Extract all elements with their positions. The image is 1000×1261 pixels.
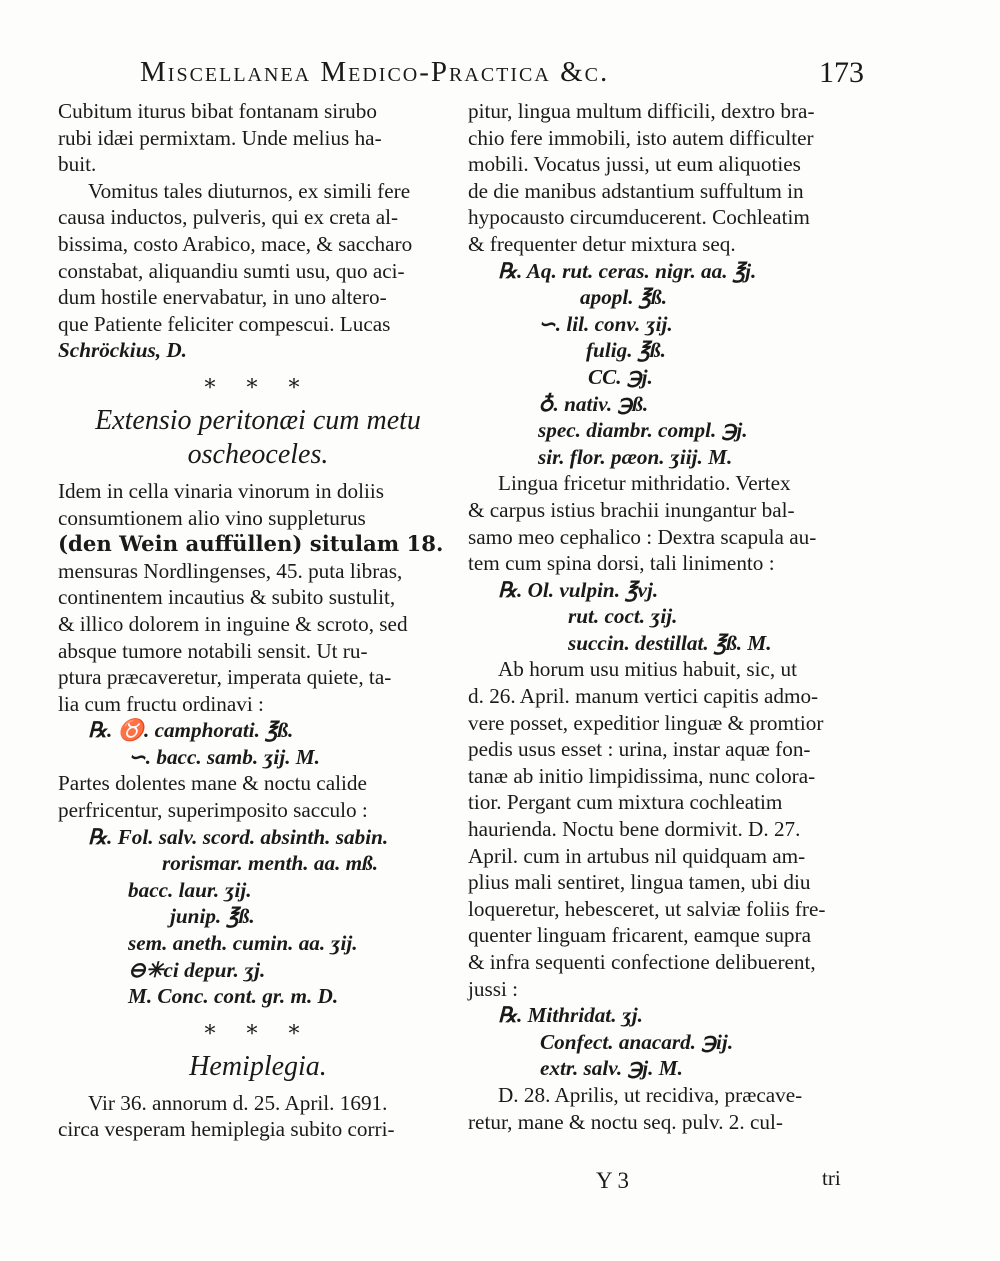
text-line: Cubitum iturus bibat fontanam sirubo [58,99,377,123]
text-line: Schröckius, D. [58,338,187,363]
running-title: Miscellanea Medico-Practica &c. [140,56,610,88]
text-line: Ab horum usu mitius habuit, sic, ut [498,657,797,682]
text-line: circa vesperam hemiplegia subito corri- [58,1117,395,1142]
text-line: samo meo cephalico : Dextra scapula au- [468,524,817,549]
text-line: consumtionem alio vino suppleturus [58,505,366,530]
recipe-line: ⊖✳ci depur. ʒj. [128,957,266,982]
text-line: buit. [58,152,97,177]
text-line: jussi : [468,976,519,1001]
text-line: tem cum spina dorsi, tali linimento : [468,551,775,576]
recipe-line: junip. ℥ß. [170,904,255,929]
text-line: tanæ ab initio limpidissima, nunc colora- [468,763,816,788]
text-line: April. cum in artubus nil quidquam am- [468,843,806,868]
recipe-line: spec. diambr. compl. ℈j. [538,418,748,443]
recipe-line: CC. ℈j. [588,364,653,389]
text-line: mensuras Nordlingenses, 45. puta libras, [58,558,403,583]
text-line: dum hostile enervabatur, in uno altero- [58,285,387,310]
recipe-line: fulig. ℥ß. [586,338,666,363]
recipe-line: ♁. nativ. ℈ß. [538,391,649,416]
text-line: hypocausto circumducerent. Cochleatim [468,205,810,230]
recipe-line: rut. coct. ʒij. [568,604,678,629]
recipe-line: ℞. Mithridat. ʒj. [498,1003,643,1028]
recipe-line: ℞. Fol. salv. scord. absinth. sabin. [88,824,389,849]
text-line: rubi idæi permixtam. Unde melius ha- [58,125,382,150]
recipe-line: sem. aneth. cumin. aa. ʒij. [128,931,358,956]
section-heading: Extensio peritonæi cum metu [95,404,421,436]
text-line: perfricentur, superimposito sacculo : [58,798,368,823]
text-line: plius mali sentiret, lingua tamen, ubi diu [468,870,811,895]
text-line: Vomitus tales diuturnos, ex simili fere [88,178,411,203]
text-line: Lingua fricetur mithridatio. Vertex [498,471,791,496]
text-line: mobili. Vocatus jussi, ut eum aliquoties [468,152,801,177]
text-line: pedis usus esset : urina, instar aquæ fon- [468,737,811,762]
text-line: continentem incautius & subito sustulit, [58,585,396,610]
text-line: chio fere immobili, isto autem difficulter [468,125,814,150]
text-line: d. 26. April. manum vertici capitis admo- [468,684,819,709]
right-column [468,98,863,1135]
text-line: loqueretur, hebesceret, ut salviæ foliis fre- [468,896,826,921]
section-heading: Hemiplegia. [189,1050,327,1082]
recipe-line: M. Conc. cont. gr. m. D. [128,984,339,1009]
recipe-line: ℞. ♉. camphorati. ℥ß. [88,718,294,743]
text-line: vere posset, expeditior linguæ & promtior [468,710,824,735]
text-line: quenter linguam fricarent, eamque supra [468,923,811,948]
recipe-line: ∽. lil. conv. ʒij. [538,311,673,336]
text-line: lia cum fructu ordinavi : [58,691,264,716]
recipe-line: extr. salv. ℈j. M. [540,1056,683,1081]
text-line: & illico dolorem in inguine & scroto, sed [58,611,408,636]
section-ornament: * * * [204,375,312,401]
text-line: Partes dolentes mane & noctu calide [58,771,367,796]
text-line: bissima, costo Arabico, mace, & saccharo [58,231,413,256]
text-line: que Patiente feliciter compescui. Lucas [58,311,391,336]
text-line: constabat, aliquandiu sumti usu, quo aci- [58,258,405,283]
left-column [58,98,458,1143]
recipe-line: ∽. bacc. samb. ʒij. M. [128,744,320,769]
recipe-line: Confect. anacard. ℈ij. [540,1029,734,1054]
text-line: tior. Pergant cum mixtura cochleatim [468,790,783,815]
text-line: Vir 36. annorum d. 25. April. 1691. [88,1090,388,1115]
text-line: de die manibus adstantium suffultum in [468,178,804,203]
text-line: absque tumore notabili sensit. Ut ru- [58,638,368,663]
text-line: (den Wein auffüllen) situlam 18. [58,531,444,557]
text-line: ptura præcaveretur, imperata quiete, ta- [58,665,392,690]
text-line: & frequenter detur mixtura seq. [468,231,736,256]
recipe-line: succin. destillat. ℥ß. M. [568,630,772,655]
recipe-line: sir. flor. pæon. ʒiij. M. [538,444,733,469]
section-ornament: * * * [204,1021,312,1047]
recipe-line: rorismar. menth. aa. mß. [162,851,379,876]
recipe-line: ℞. Aq. rut. ceras. nigr. aa. ℥j. [498,258,757,283]
text-line: D. 28. Aprilis, ut recidiva, præcave- [498,1082,803,1107]
text-line: Idem in cella vinaria vinorum in doliis [58,478,384,503]
running-head [140,56,864,96]
section-heading: oscheoceles. [187,438,329,470]
recipe-line: apopl. ℥ß. [580,285,667,310]
text-line: retur, mane & noctu seq. pulv. 2. cul- [468,1109,783,1134]
text-line: haurienda. Noctu bene dormivit. D. 27. [468,817,801,842]
text-line: causa inductos, pulveris, qui ex creta al- [58,205,399,230]
page-number: 173 [819,56,864,89]
catchword: tri [822,1166,841,1190]
text-line: pitur, lingua multum difficili, dextro bra- [468,99,815,123]
recipe-line: ℞. Ol. vulpin. ℥vj. [498,577,659,602]
text-line: & infra sequenti confectione delibuerent, [468,950,816,974]
text-line: & carpus istius brachii inungantur bal- [468,497,795,522]
signature-mark: Y 3 [596,1168,630,1193]
recipe-line: bacc. laur. ʒij. [128,877,252,902]
